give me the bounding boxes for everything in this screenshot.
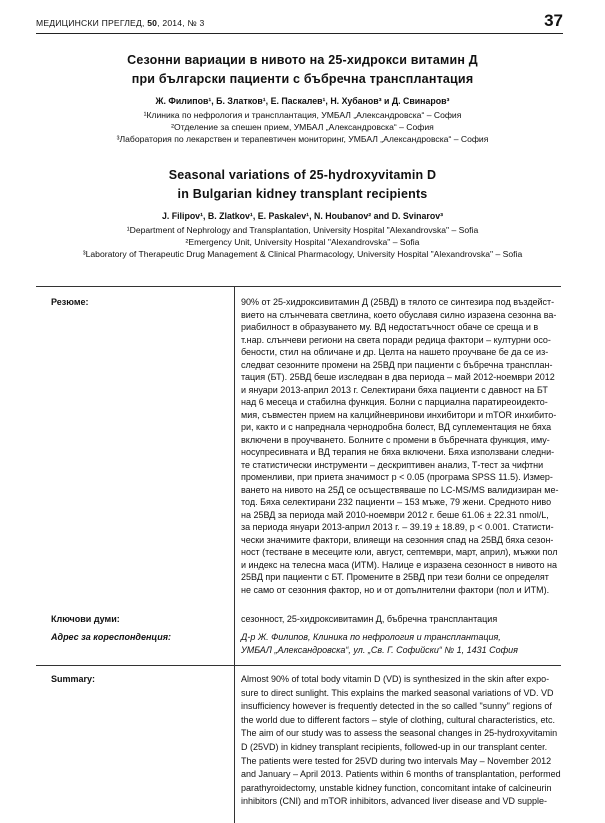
en-affiliation-1: ¹Department of Nephrology and Transplantation, University Hospital "Alexandrovska" – Sofia [126, 225, 479, 235]
section-divider [36, 665, 561, 666]
header-rule [36, 33, 563, 34]
abstract-line: носупресивната и ВД терапия не бяха включени. Бяха използвани следни- [241, 447, 555, 457]
keywords-text: сезонност, 25-хидроксивитамин Д, бъбречна трансплантация [241, 614, 498, 624]
abstract-line: и индекс на телесна маса (ИТМ). Налице е изразена сезонност в нивото на [241, 559, 558, 570]
summary-line: D (25VD) in kidney transplant recipients, followed-up in our transplant center. [241, 741, 548, 752]
abstract-table [36, 286, 561, 823]
abstract-line: ност (тестване в месеците юли, август, септември, март, април), мъжки пол [241, 547, 558, 557]
abstract-line: бености, стил на обличане и др. Целта на нашето проучване бе да се из- [241, 347, 549, 357]
abstract-line: т.нар. слънчеви региони на света поради редица фактори – културни осо- [241, 334, 551, 345]
abstract-line: за периода януари 2013-април 2013 г. – 39.19 ± 18.89, p < 0.001. Статисти- [241, 522, 554, 532]
en-title-line2: in Bulgarian kidney transplant recipients [177, 187, 428, 201]
column-divider [234, 287, 235, 823]
journal-year-issue: , 2014, № 3 [157, 18, 205, 28]
bg-title-line1: Сезонни вариации в нивото на 25-хидрокси витамин Д [127, 53, 478, 67]
abstract-label: Резюме: [51, 297, 89, 307]
abstract-line: на 25ВД за периода май 2010-ноември 2012 г. беше 61.06 ± 22.31 nmol/L, [241, 509, 549, 520]
abstract-text [241, 296, 561, 596]
summary-line: Almost 90% of total body vitamin D (VD) is synthesized in the skin after expo- [241, 674, 550, 684]
abstract-line: включени в проучването. Болните с промени в бъбречната функция, иму- [241, 434, 550, 445]
abstract-line: не само от сезонния фактор, но и от допълнителни фактори (пол и ИТМ). [241, 584, 550, 595]
abstract-line: тод. Бяха селектирани 232 пациенти – 153 мъже, 79 жени. Средното ниво [241, 497, 552, 507]
en-affiliation-3: ³Laboratory of Therapeutic Drug Management & Clinical Pharmacology, University Hospital "Alexandrovska" – Sofia [82, 249, 523, 259]
bg-affiliation-3: ³Лаборатория по лекарствен и терапевтичен мониторинг, УМБАЛ „Александровска“ – София [116, 134, 489, 144]
correspondence-line-1: Д-р Ж. Филипов, Клиника по нефрология и трансплантация, [241, 632, 501, 642]
summary-text [241, 673, 561, 809]
abstract-line: променливи, при приета значимост p < 0.05 (програма SPSS 11.5). Измер- [241, 472, 553, 482]
en-authors: J. Filipov¹, B. Zlatkov¹, E. Paskalev¹, N. Houbanov² and D. Svinarov³ [161, 211, 444, 221]
abstract-line: мия, съвместен прием на калцийневринови инхибитори и mTOR инхибито- [241, 409, 557, 420]
summary-line: The patients were tested for 25VD during two intervals May – November 2012 [241, 755, 552, 766]
abstract-line: и януари 2013-април 2013 г. Селектирани бяха пациенти с давност на БТ [241, 384, 548, 395]
summary-line: the world due to different factors – style of clothing, cultural characteristics, etc. [241, 714, 555, 725]
journal-volume: 50 [147, 18, 158, 28]
correspondence-label: Адрес за кореспонденция: [51, 632, 172, 642]
summary-line: inhibitors (CNI) and mTOR inhibitors, advanced liver disease and VD supple- [241, 796, 547, 807]
correspondence-line-2: УМБАЛ „Александровска“, ул. „Св. Г. Софийски“ № 1, 1431 София [241, 645, 518, 655]
abstract-line: ри, както и с напреднала чернодробна болест, ВД суплементация не бяха [241, 422, 552, 432]
abstract-line: 90% от 25-хидроксивитамин Д (25ВД) в тялото се синтезира под въздейст- [241, 297, 555, 307]
abstract-line: чески значимите фактори, влияещи на сезонния спад на 25ВД бяха сезон- [241, 534, 554, 545]
summary-line: sure to direct sunlight. This explains the marked seasonal variations of VD. VD [241, 687, 554, 698]
abstract-line: вието на слънчевата светлина, което обуславя силно изразена сезонна ва- [241, 309, 557, 320]
en-affiliation-2: ²Emergency Unit, University Hospital "Alexandrovska" – Sofia [185, 237, 420, 247]
journal-citation [36, 18, 204, 28]
page-number: 37 [544, 11, 563, 30]
abstract-line: ването на нивото на 25Д се осъществяваше по LC-MS/MS валидизиран ме- [241, 484, 559, 495]
abstract-line: те статистически инструменти – дескриптивен анализ, Т-тест за чифтни [241, 459, 544, 470]
summary-line: insufficiency however is frequently detected in the so called "sunny" regions of [241, 701, 552, 712]
bg-affiliation-1: ¹Клиника по нефрология и трансплантация, УМБАЛ „Александровска“ – София [143, 110, 462, 120]
summary-line: parathyroidectomy, unstable kidney function, concomitant intake of calcineurin [241, 782, 552, 793]
keywords-label: Ключови думи: [51, 614, 120, 624]
abstract-line: 25ВД при пациенти с БТ. Промените в 25ВД при тези болни се определят [241, 572, 549, 582]
bg-authors: Ж. Филипов¹, Б. Златков¹, Е. Паскалев¹, Н. Хубанов³ и Д. Свинаров³ [155, 96, 450, 106]
summary-line: The aim of our study was to assess the seasonal changes in 25-hydroxyvitamin [241, 728, 558, 739]
abstract-line: тация (БТ). 25ВД беше изследван в два периода – май 2012-ноември 2012 [241, 372, 555, 382]
correspondence-address [241, 631, 561, 657]
running-header [36, 11, 563, 33]
abstract-line: следват сезонните промени на 25ВД при пациенти с бъбречна трансплан- [241, 359, 553, 370]
bg-title-line2: при български пациенти с бъбречна трансплантация [131, 72, 474, 86]
abstract-line: риабилност в образуването му. ВД недостатъчност обаче се среща и в [241, 322, 539, 332]
summary-label: Summary: [51, 674, 96, 684]
journal-name: МЕДИЦИНСКИ ПРЕГЛЕД, [36, 18, 145, 28]
summary-line: and January – April 2013. Patients within 6 months of transplantation, performed [241, 769, 561, 780]
abstract-line: над 6 месеца и стабилна функция. Болни с пaрциална паратиреоидекто- [241, 397, 548, 407]
en-title-line1: Seasonal variations of 25-hydroxyvitamin D [168, 168, 437, 182]
bg-affiliation-2: ²Отделение за спешен прием, УМБАЛ „Александровска“ – София [171, 122, 434, 132]
